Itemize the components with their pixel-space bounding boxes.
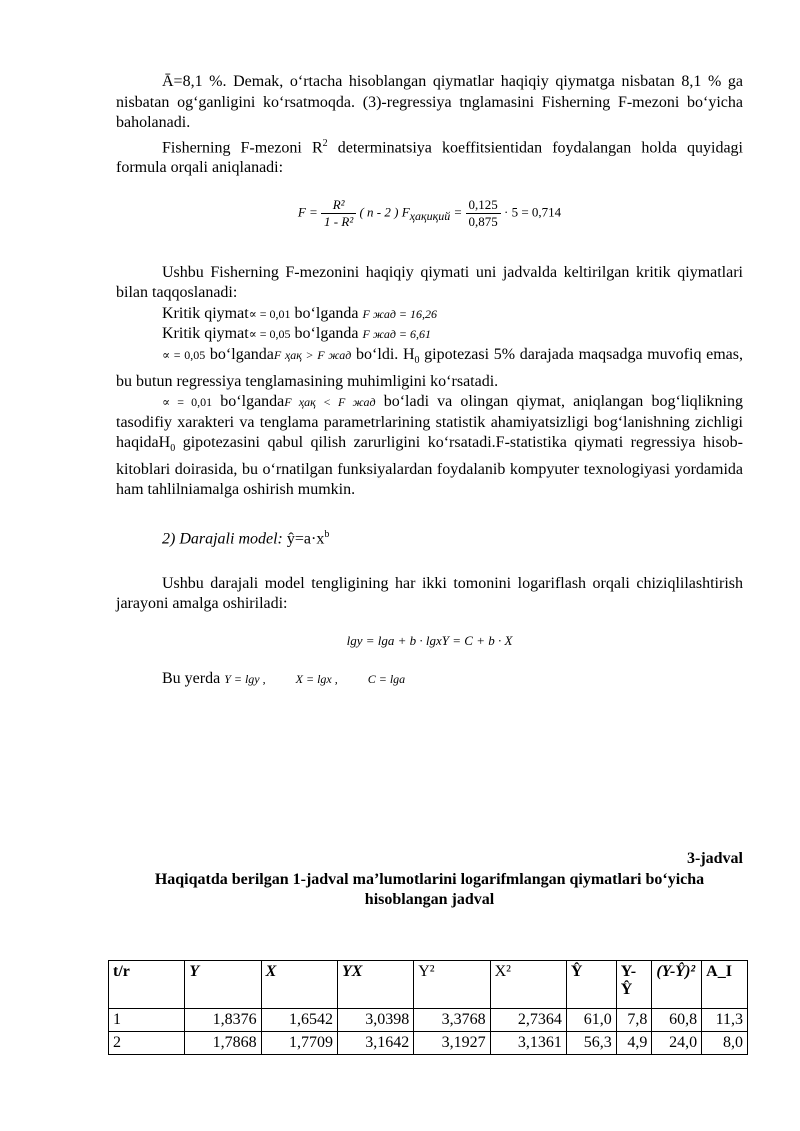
formula-equals: =	[450, 204, 466, 220]
header-y: Y	[185, 961, 261, 1009]
data-table	[108, 960, 748, 1055]
model-formula: ŷ=a·x	[286, 530, 325, 548]
table-cell: 60,8	[652, 1009, 702, 1032]
table-cell: 2,7364	[490, 1009, 566, 1032]
table-cell: 3,1927	[414, 1032, 490, 1055]
table-cell: 2	[109, 1032, 185, 1055]
header-ai: A_I	[702, 961, 748, 1009]
table-cell: 3,1642	[337, 1032, 413, 1055]
table-cell: 3,0398	[337, 1009, 413, 1032]
paragraph-alpha-001	[116, 392, 743, 501]
fraction-numerator: 0,125	[466, 197, 501, 214]
header-x: X	[261, 961, 337, 1009]
fraction-values	[466, 197, 501, 230]
log-formula: lgy = lga + b · lgxY = C + b · X	[346, 632, 513, 648]
text-span: boʻldi. H	[351, 345, 415, 363]
table-cell: 1	[109, 1009, 185, 1032]
text-span: Fisherning F-mezoni R	[162, 138, 323, 156]
table-row	[109, 1032, 748, 1055]
alpha-value: ∝ = 0,05	[248, 327, 291, 342]
superscript: 2	[322, 137, 328, 149]
fisher-formula	[116, 197, 743, 245]
definition-y: Y = lgy ,	[224, 671, 266, 686]
header-tr: t/r	[109, 961, 185, 1009]
formula-middle: ( n - 2 ) F	[359, 204, 410, 220]
header-yhat: Ŷ	[566, 961, 616, 1009]
subscript: 0	[414, 355, 420, 367]
paragraph-compare: Ushbu Fisherning F-mezonini haqiqiy qiymati uni jadvalda keltirilgan kritik qiymatlari bilan taqqoslanadi:	[116, 263, 743, 302]
text-span: Kritik qiymat	[162, 304, 249, 322]
document-body	[116, 72, 743, 689]
text-span: determinatsiya koeffitsientidan foydalangan holda quyidagi formula orqali aniqlanadi:	[116, 138, 744, 177]
paragraph-alpha-005	[116, 345, 743, 392]
table-cell: 24,0	[652, 1032, 702, 1055]
fraction-numerator: R²	[321, 197, 356, 214]
paragraph-linearization: Ushbu darajali model tengligining har ikki tomonini logariflash orqali chiziqlilashtirish jarayoni amalga oshiriladi:	[116, 574, 743, 613]
paragraph-fisher-intro	[116, 134, 743, 179]
critical-value-1	[116, 304, 743, 325]
table-cell: 8,0	[702, 1032, 748, 1055]
fraction-denominator: 1 - R²	[324, 213, 354, 229]
f-comparison: F ҳақ < F жад	[284, 395, 376, 410]
table-cell: 1,8376	[185, 1009, 261, 1032]
alpha-value: ∝ = 0,01	[162, 395, 213, 410]
text-span: gipotezasi 5% darajada maqsadga muvofiq emas, bu butun regressiya tenglamasining muhimligini koʻrsatadi.	[116, 345, 743, 390]
table-cell: 3,1361	[490, 1032, 566, 1055]
definition-x: X = lgx ,	[295, 671, 338, 686]
power-model-heading	[116, 525, 743, 550]
subscript: 0	[170, 443, 176, 455]
f-table-value: F жад = 16,26	[362, 306, 438, 321]
text-span: Bu yerda	[162, 669, 225, 687]
table-cell: 56,3	[566, 1032, 616, 1055]
table-cell: 3,3768	[414, 1009, 490, 1032]
table-cell: 11,3	[702, 1009, 748, 1032]
table-cell: 1,7868	[185, 1032, 261, 1055]
f-comparison: F ҳақ > F жад	[273, 347, 352, 362]
text-span: boʻladi va olingan qiymat, aniqlangan bogʻliqlikning tasodifiy xarakteri va tenglama parametrlarining statistik ahamiyatsizligi bogʻlanishning zichligi haqidaH	[116, 393, 743, 452]
model-title: 2) Darajali model:	[162, 530, 287, 548]
critical-value-2	[116, 324, 743, 345]
table-cell: 61,0	[566, 1009, 616, 1032]
fraction-r2	[321, 197, 356, 230]
text-span: boʻlganda	[290, 325, 363, 343]
header-y2: Y²	[414, 961, 490, 1009]
formula-tail: · 5 = 0,714	[504, 204, 562, 220]
table-caption	[116, 849, 743, 911]
table-cell: 1,6542	[261, 1009, 337, 1032]
text-span: gipotezasini qabul qilish zarurligini koʻrsatadi.F-statistika qiymati regressiya hisob-kitoblari doirasida, bu oʻrnatilgan funksiyalardan foydalanib kompyuter texnologiyasi yordamida ham tahlilniamalga oshirish mumkin.	[116, 434, 743, 499]
table-cell: 4,9	[616, 1032, 652, 1055]
table-row	[109, 1009, 748, 1032]
paragraph-error-summary: Ā=8,1 %. Demak, oʻrtacha hisoblangan qiymatlar haqiqiy qiymatga nisbatan 8,1 % ga nisbatan ogʻganligini koʻrsatmoqda. (3)-regressiya tnglamasini Fisherning F-mezoni boʻyicha baholanadi.	[116, 73, 743, 131]
table-cell: 7,8	[616, 1009, 652, 1032]
alpha-value: ∝ = 0,01	[248, 306, 291, 321]
text-span: boʻlganda	[290, 304, 363, 322]
table-title: Haqiqatda berilgan 1-jadval maʼlumotlarini logarifmlangan qiymatlari boʻyicha hisoblangan jadval	[154, 870, 705, 908]
header-squared-error: (Y-Ŷ)²	[652, 961, 702, 1009]
text-span: boʻlganda	[205, 345, 274, 363]
fraction-denominator: 0,875	[468, 213, 498, 229]
table-number: 3-jadval	[687, 850, 743, 867]
definition-c: C = lga	[367, 671, 406, 686]
header-x2: X²	[490, 961, 566, 1009]
header-yx: YX	[337, 961, 413, 1009]
superscript: b	[324, 528, 330, 540]
paragraph-definitions	[116, 669, 743, 690]
header-y-minus-yhat: Y-Ŷ	[616, 961, 652, 1009]
alpha-value: ∝ = 0,05	[162, 347, 206, 362]
f-table-value: F жад = 6,61	[362, 327, 432, 342]
text-span: Kritik qiymat	[162, 325, 249, 343]
table-header-row	[109, 961, 748, 1009]
formula-lhs: F =	[297, 204, 318, 220]
table-cell: 1,7709	[261, 1032, 337, 1055]
text-span: boʻlganda	[212, 393, 285, 411]
formula-subscript: ҳақиқий	[409, 208, 451, 223]
